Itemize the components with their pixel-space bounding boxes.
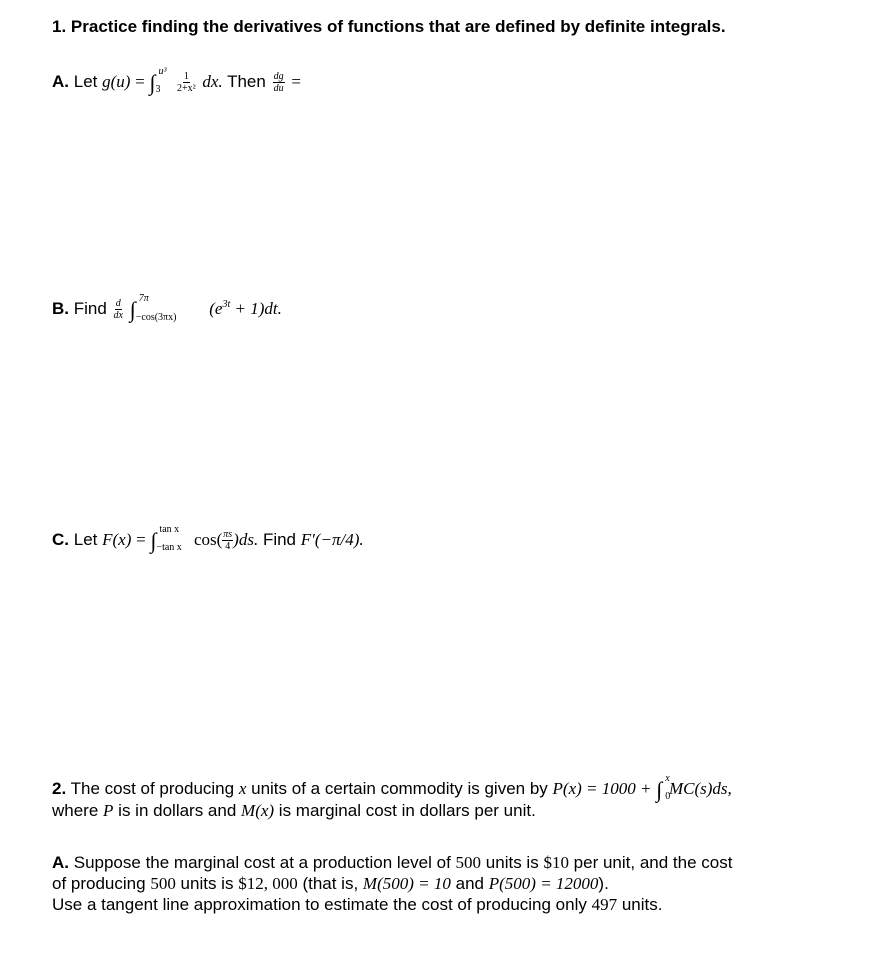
- part-b-d-dx: [114, 298, 123, 321]
- q2a-text-2: units is: [485, 853, 539, 872]
- question-2-text-4: is marginal cost in dollars per unit.: [278, 801, 536, 821]
- question-2-text-2: units of a certain commodity is given by: [251, 779, 548, 798]
- part-a-integrand-denominator: 2+x²: [177, 83, 196, 95]
- part-a-integral-sign: ∫ u³ 3: [149, 66, 167, 96]
- part-c-let: Let: [73, 530, 98, 549]
- part-a-then: Then: [227, 72, 266, 91]
- part-b-d-numerator: d: [115, 298, 121, 310]
- q2a-10-dollars: $10: [543, 853, 569, 872]
- q2a-p500: P(500) = 12000: [488, 874, 599, 893]
- q2a-text-9: units.: [621, 895, 663, 914]
- question-2-lower-limit: 0: [665, 791, 671, 803]
- question-2-part-a: [52, 852, 834, 915]
- part-b-integral-sign: ∫ 7π −cos(3πx): [129, 293, 177, 324]
- q2a-text-8: Use a tangent line approximation to estimate the cost of producing only: [52, 895, 587, 914]
- question-2-Mx: M(x): [241, 801, 275, 821]
- part-a-upper-limit: u³: [158, 66, 167, 78]
- part-b-integrand-rest: + 1)dt.: [230, 299, 282, 318]
- question-2-cost-function: P(x) = 1000 +: [552, 779, 652, 798]
- part-a: [52, 66, 834, 96]
- part-c-upper-limit: tan x: [159, 524, 180, 536]
- question-1-number: 1.: [52, 17, 67, 36]
- q2a-500-a: 500: [455, 853, 482, 872]
- part-c-arg-denominator: 4: [225, 541, 231, 553]
- part-a-dx: dx.: [202, 72, 223, 91]
- part-c-find: Find: [262, 530, 297, 549]
- part-a-integrand-numerator: 1: [183, 71, 189, 83]
- q2a-line-3: [52, 894, 834, 915]
- question-2: [52, 773, 834, 821]
- q2a-m500: M(500) = 10: [362, 874, 451, 893]
- part-a-derivative: [273, 71, 285, 94]
- part-c-function: F(x): [102, 530, 132, 549]
- question-2-number: 2.: [52, 779, 67, 798]
- q2a-12000-dollars: $12, 000: [238, 874, 298, 893]
- part-c-equals: =: [136, 530, 146, 549]
- part-a-derivative-denominator: du: [273, 83, 284, 95]
- q2a-497: 497: [591, 895, 618, 914]
- part-a-function: g(u): [102, 72, 131, 91]
- q2a-text-7: ).: [598, 874, 609, 893]
- question-2-line-2: [52, 800, 834, 821]
- part-b-integrand: [209, 299, 282, 318]
- part-c-cos-argument: [222, 529, 233, 552]
- part-c-arg-numerator: πs: [223, 529, 233, 541]
- q2a-line-1: [52, 852, 834, 873]
- part-c: [52, 524, 834, 554]
- q2a-text-3: per unit, and the cost: [573, 853, 733, 872]
- part-b-exponent: 3t: [222, 299, 231, 310]
- q2a-500-b: 500: [150, 874, 176, 893]
- part-a-let: Let: [73, 72, 98, 91]
- part-c-target: F′(−π/4).: [300, 530, 364, 549]
- part-c-cos-open: cos(: [193, 530, 223, 549]
- part-a-derivative-numerator: dg: [273, 71, 284, 83]
- question-1: [52, 16, 834, 37]
- part-c-cos-close: )ds.: [233, 530, 259, 549]
- q2a-label: A.: [52, 853, 69, 872]
- part-b-label: B.: [52, 299, 69, 318]
- q2a-text-5: units is: [180, 874, 234, 893]
- question-2-integrand: MC(s)ds,: [668, 779, 732, 798]
- part-b-integrand-base: (e: [209, 299, 223, 318]
- q2a-line-2: [52, 873, 834, 894]
- question-2-upper-limit: x: [665, 773, 670, 785]
- part-b-find: Find: [73, 299, 107, 318]
- question-2-text-3: is in dollars and: [118, 801, 237, 821]
- q2a-text-4: of producing: [52, 874, 146, 893]
- part-a-label: A.: [52, 72, 69, 91]
- question-2-integral-sign: ∫ x 0: [656, 773, 671, 803]
- question-2-P: P: [103, 801, 114, 821]
- part-a-integrand: [177, 71, 196, 94]
- q2a-and: and: [455, 874, 484, 893]
- q2a-text-1: Suppose the marginal cost at a production level of: [73, 853, 451, 872]
- part-c-integral-sign: ∫ tan x −tan x: [150, 524, 182, 554]
- question-1-text: Practice finding the derivatives of functions that are defined by definite integrals.: [70, 17, 726, 36]
- part-a-lower-limit: 3: [155, 84, 161, 96]
- part-b: [52, 293, 834, 324]
- part-a-equals-answer: =: [291, 72, 301, 91]
- question-2-text-1: The cost of producing: [70, 779, 235, 798]
- part-c-label: C.: [52, 530, 69, 549]
- part-b-upper-limit: 7π: [138, 293, 149, 305]
- question-2-line-1: [52, 773, 834, 803]
- part-b-lower-limit: −cos(3πx): [135, 312, 177, 324]
- q2a-text-6: (that is,: [302, 874, 359, 893]
- question-2-where: where: [52, 801, 99, 821]
- part-c-lower-limit: −tan x: [156, 542, 182, 554]
- part-b-d-denominator: dx: [113, 310, 123, 322]
- question-2-x: x: [238, 779, 247, 798]
- part-a-equals: =: [135, 72, 145, 91]
